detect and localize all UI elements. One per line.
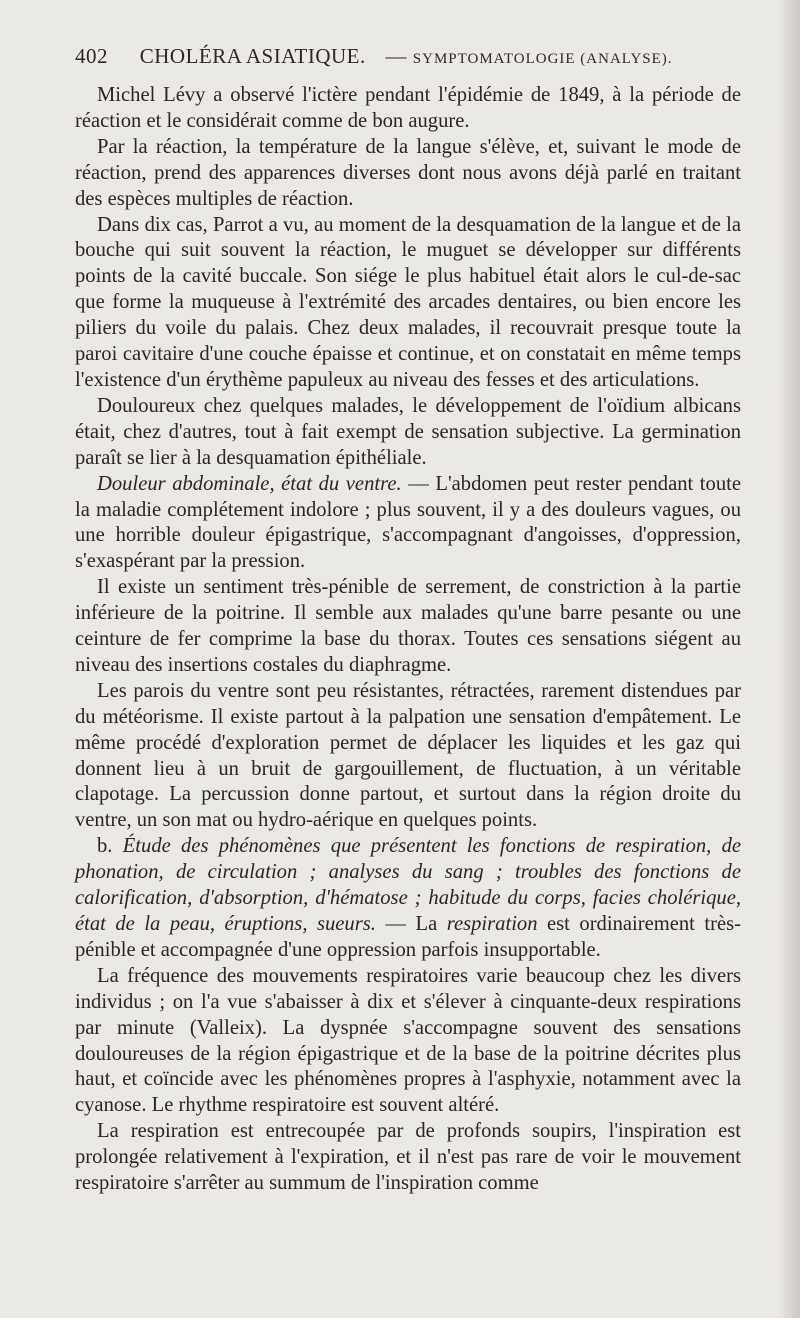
paragraph-5 xyxy=(75,472,741,576)
paragraph-8-text: est ordinairement très-pénible et accompagnée d'une oppression parfois insupportable. xyxy=(75,913,741,961)
page-edge-shadow xyxy=(778,0,800,1318)
header-dash: — xyxy=(385,44,408,68)
section-label: b. xyxy=(97,835,113,858)
page-number: 402 xyxy=(75,44,108,68)
page-header xyxy=(75,44,745,69)
paragraph-7: Les parois du ventre sont peu résistantes, rétractées, rarement distendues par du météorisme. Il existe partout à la palpation une sensation d'empâtement. Le même procédé d'exploration permet de déplacer les liquides et les gaz qui donnent lieu à un bruit de gargouillement, de fluctuation, à un véritable clapotage. La percussion donne partout, et surtout dans la région droite du ventre, un son mat ou hydro-aérique en quelques points. xyxy=(75,679,741,832)
section-title: SYMPTOMATOLOGIE (ANALYSE). xyxy=(412,51,673,67)
paragraph-10: La respiration est entrecoupée par de profonds soupirs, l'inspiration est prolongée relativement à l'expiration, et il n'est pas rare de voir le mouvement respiratoire s'arrêter au summum de l'inspiration comme xyxy=(75,1120,741,1195)
paragraph-8 xyxy=(75,834,741,964)
paragraph-1: Michel Lévy a observé l'ictère pendant l'épidémie de 1849, à la période de réaction et le considérait comme de bon augure. xyxy=(75,84,741,132)
paragraph-6: Il existe un sentiment très-pénible de serrement, de constriction à la partie inférieure de la poitrine. Il semble aux malades qu'une barre pesante ou une ceinture de fer comprime la base du thorax. Toutes ces sensations siégent au niveau des insertions costales du diaphragme. xyxy=(75,576,741,676)
paragraph-2: Par la réaction, la température de la langue s'élève, et, suivant le mode de réaction, prend des apparences diverses dont nous avons déjà parlé en traitant des espèces multiples de réaction. xyxy=(75,135,741,210)
paragraph-5-text: — L'abdomen peut rester pendant toute la maladie complétement indolore ; plus souvent, il y a des douleurs vagues, ou une horrible douleur épigastrique, s'accompagnant d'angoisses, d'oppression, s'exaspérant par la pression. xyxy=(75,472,741,573)
paragraph-4: Douloureux chez quelques malades, le développement de l'oïdium albicans était, chez d'autres, tout à fait exempt de sensation subjective. La germination paraît se lier à la desquamation épithéliale. xyxy=(75,394,741,469)
page-body xyxy=(75,83,741,1197)
paragraph-3: Dans dix cas, Parrot a vu, au moment de la desquamation de la langue et de la bouche qui suit souvent la réaction, le muguet se développer sur différents points de la cavité buccale. Son siége le plus habituel était alors le cul-de-sac que forme la muqueuse à l'extrémité des arcades dentaires, ou bien encore les piliers du voile du palais. Chez deux malades, il recouvrait presque toute la paroi cavitaire d'une couche épaisse et continue, et on constatait en même temps l'existence d'un érythème papuleux au niveau des fesses et des articulations. xyxy=(75,213,741,391)
section-heading: Étude des phénomènes que présentent les fonctions de respiration, de phonation, de circulation ; analyses du sang ; troubles des fonctions de calorification, d'absorption, d'hématose ; habitude du corps, facies cholérique, état de la peau, éruptions, sueurs. xyxy=(75,835,741,935)
running-title: CHOLÉRA ASIATIQUE. xyxy=(139,44,366,68)
paragraph-5-title: Douleur abdominale, état du ventre. xyxy=(97,472,402,495)
paragraph-9: La fréquence des mouvements respiratoires varie beaucoup chez les divers individus ; on l'a vue s'abaisser à dix et s'élever à cinquante-deux respirations par minute (Valleix). La dyspnée s'accompagne souvent des sensations douloureuses de la région épigastrique et de la base de la poitrine décrites plus haut, et coïncide avec les phénomènes propres à l'asphyxie, notamment avec la cyanose. Le rhythme respiratoire est souvent altéré. xyxy=(75,964,741,1117)
heading-dash: — La xyxy=(375,913,447,935)
respiration-term: respiration xyxy=(446,913,538,935)
